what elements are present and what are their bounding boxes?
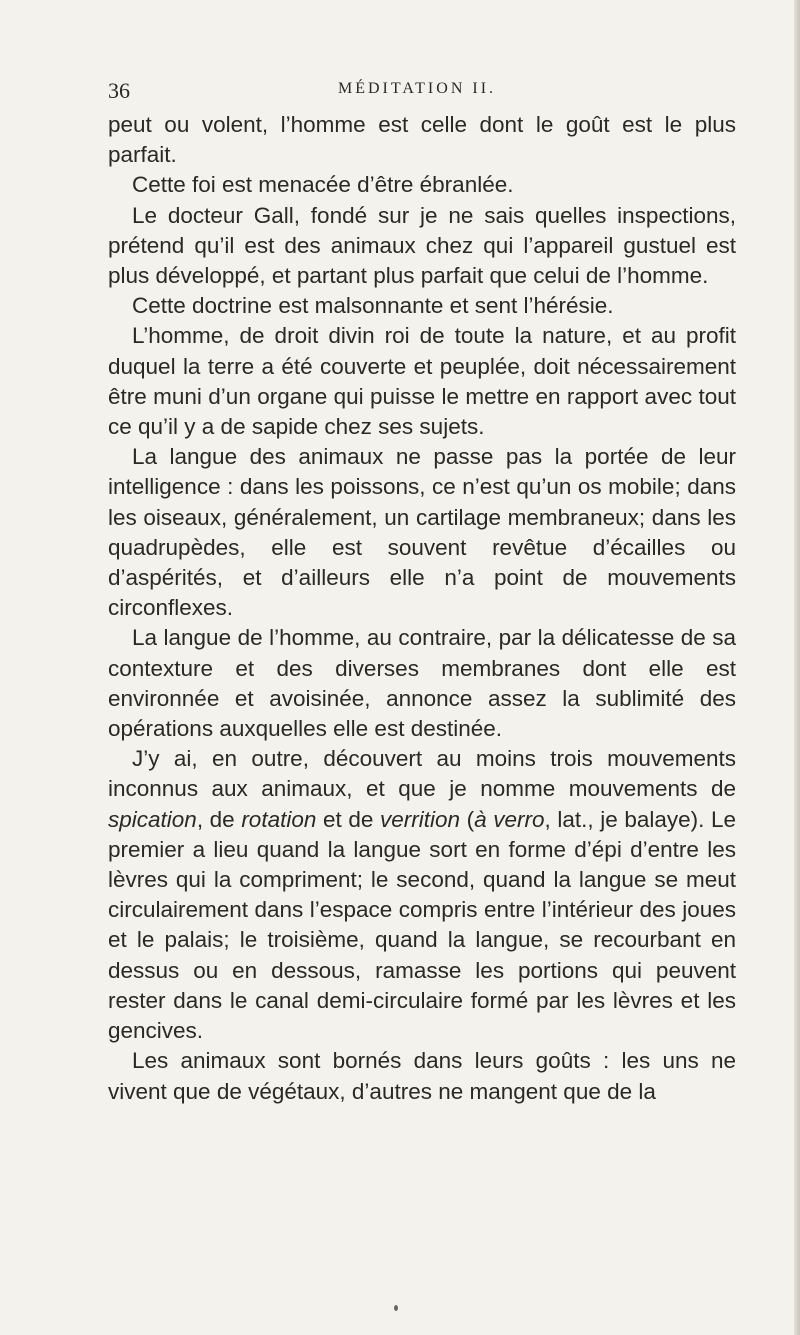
- paragraph-p6: [108, 442, 736, 623]
- text-segment: Cette foi est menacée d’être ébranlée.: [132, 172, 514, 198]
- text-segment: et de: [316, 806, 380, 832]
- text-segment: J’y ai, en outre, découvert au moins trois mouvements inconnus aux animaux, et que je nomme mouvements de: [108, 746, 736, 802]
- paragraph-p4: [108, 291, 736, 321]
- page-number: 36: [108, 78, 130, 103]
- italic-term: à verro: [474, 806, 545, 832]
- text-segment: Cette doctrine est malsonnante et sent l’hérésie.: [132, 293, 614, 319]
- paragraph-p7: [108, 623, 736, 744]
- paragraph-p1: [108, 110, 736, 170]
- paragraph-p9: [108, 1046, 736, 1106]
- italic-term: spication: [108, 806, 197, 832]
- text-segment: , lat., je balaye). Le premier a lieu quand la langue sort en forme d’épi d’entre les lèvres qui la compriment; le second, quand la langue se meut circulairement dans l’espace compris entre l’intérieur des joues et le palais; le troisième, quand la langue, se recourbant en dessus ou en dessous, ramasse les portions qui peuvent rester dans le canal demi-circulaire formé par les lèvres et les gencives.: [108, 806, 737, 1044]
- page-header: [108, 78, 736, 108]
- body-text: [108, 110, 736, 1107]
- text-segment: Les animaux sont bornés dans leurs goûts : les uns ne vivent que de végétaux, d’autres ne mangent que de la: [108, 1048, 736, 1104]
- italic-term: rotation: [241, 806, 317, 832]
- running-title: MÉDITATION II.: [338, 80, 497, 97]
- paragraph-p2: [108, 170, 736, 200]
- paragraph-p8: [108, 744, 736, 1046]
- text-segment: La langue des animaux ne passe pas la portée de leur intelligence : dans les poissons, ce n’est qu’un os mobile; dans les oiseaux, généralement, un cartilage membraneux; dans les quadrupèdes, elle est souvent revêtue d’écailles ou d’aspérités, et d’ailleurs elle n’a point de mouvements circonflexes.: [108, 444, 736, 621]
- text-segment: peut ou volent, l’homme est celle dont le goût est le plus parfait.: [108, 112, 736, 168]
- paragraph-p5: [108, 321, 736, 442]
- ink-speck: [394, 1305, 398, 1311]
- paragraph-p3: [108, 201, 736, 292]
- italic-term: verrition: [379, 806, 461, 832]
- text-segment: (: [460, 806, 475, 832]
- text-segment: , de: [196, 806, 242, 832]
- text-segment: La langue de l’homme, au contraire, par la délicatesse de sa contexture et des diverses membranes dont elle est environnée et avoisinée, annonce assez la sublimité des opérations auxquelles elle est destinée.: [108, 625, 736, 742]
- text-segment: Le docteur Gall, fondé sur je ne sais quelles inspections, prétend qu’il est des animaux chez qui l’appareil gustuel est plus développé, et partant plus parfait que celui de l’homme.: [108, 202, 736, 289]
- text-segment: L’homme, de droit divin roi de toute la nature, et au profit duquel la terre a été couverte et peuplée, doit nécessairement être muni d’un organe qui puisse le mettre en rapport avec tout ce qu’il y a de sapide chez ses sujets.: [108, 323, 736, 440]
- page-edge: [794, 0, 800, 1335]
